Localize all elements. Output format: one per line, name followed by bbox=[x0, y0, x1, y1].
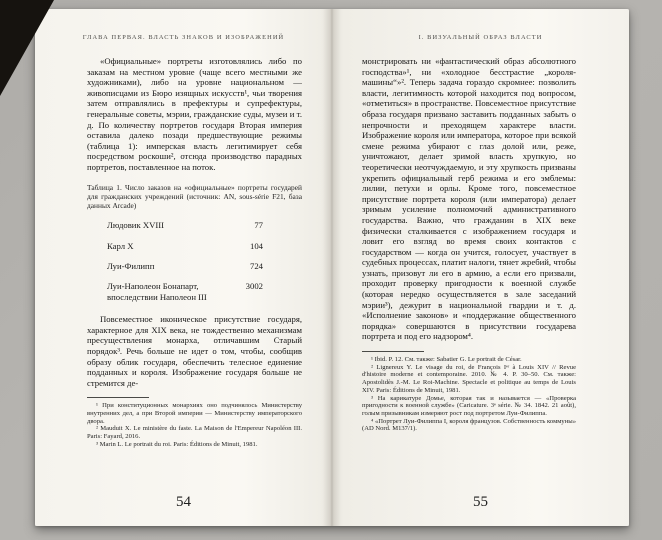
table-row-value: 724 bbox=[249, 260, 263, 271]
footnote: ¹ Ibid. P. 12. См. также: Sabatier G. Le portrait de César. bbox=[371, 356, 522, 364]
paragraph: монстрировать ни «фантастический образ абсолютного господства»¹, ни «холодное бесстрастие „короля-машины“»². Теперь задача гораздо скромнее: позволить власти, легитимность которой находится под вопросом, «отметиться» в пространстве. Повсеместное присутствие образа государя призвано заставить подданных забыть о непрочности и преходящем характере власти. Изображение короля или императора, которое при всякой смене режима убирают с глаз долой или, реже, уничтожают, делает зримой власть хрупкую, но теоретически неотчуждаемую, и эту хрупкость призваны укрепить официальный герб режима и его эмблемы: лилии, петухи и орлы. Кроме того, повсеместное присутствие портрета короля (или императора) делает зримым усиление полномочий административного государства. Важно, что гражданин в XIX веке физически сталкивается с изображением государя и ловит его взгляд во время своих контактов с государством — когда он учится, голосует, участвует в судебных процессах, платит налоги, тянет жребий, чтобы узнать, призовут ли его в армию, а если его призвали, проходит проверку пригодности к военной службе (которая нередко осуществляется в зале заседаний мэрии³), дежурит в национальной гвардии и т. д. «Исполнение законов» и «поддержание общественного порядка» совершаются в присутствии государева портрета и под его надзором⁴. bbox=[362, 56, 576, 342]
table-row bbox=[107, 281, 302, 302]
table-row bbox=[107, 241, 302, 251]
book-spread bbox=[35, 9, 629, 526]
footnote: ⁴ «Портрет Луи-Филиппа I, короля французов. Собственность коммуны» (AD Nord. M137/1). bbox=[362, 417, 576, 433]
footnote: ² Mauduit X. Le ministère du faste. La Maison de l'Empereur Napoléon III. Paris: Fayard, 2016. bbox=[87, 425, 302, 441]
running-head-left: ГЛАВА ПЕРВАЯ. ВЛАСТЬ ЗНАКОВ И ИЗОБРАЖЕНИЙ bbox=[82, 34, 285, 41]
table-row-label: Луи-Наполеон Бонапарт, впоследствии Наполеон III bbox=[107, 281, 207, 302]
footnote-rule bbox=[362, 351, 424, 352]
table-caption: Таблица 1. Число заказов на «официальные» портреты государей для гражданских учреждений (источник: AN, sous-série F21, база данных Arcade) bbox=[87, 182, 302, 210]
footnote: ³ Marin L. Le portrait du roi. Paris: Éditions de Minuit, 1981. bbox=[96, 440, 258, 448]
table-row bbox=[107, 261, 302, 271]
table-row-value: 77 bbox=[254, 220, 263, 231]
footnote: ³ На карикатуре Домье, которая так и называется — «Проверка пригодности к военной службе» (Caricature. 3ᵉ série. № 34. 1842. 21 août), голым призывникам измеряют рост под портретом Луи-Филиппа. bbox=[362, 394, 576, 417]
orders-table bbox=[87, 220, 302, 302]
left-text-column bbox=[87, 56, 302, 449]
paragraph: Повсеместное иконическое присутствие государя, характерное для XIX века, не тождественно механизмам пресуществления монарха, отличавшим Старый порядок³. Речь больше не идет о том, чтобы, сообщив образу облик государя, обеспечить телесное единение подданных и короля. Изображение государя больше не стремится де- bbox=[87, 314, 302, 388]
left-page bbox=[35, 9, 332, 526]
paragraph: «Официальные» портреты изготовлялись либо по заказам на местном уровне (чаще всего местными же художниками), либо на уровне национальном — живописцами из Бюро изящных искусств¹, чьи творения затем отправлялись в префектуры и супрефектуры, генеральные советы, мэрии, гражданские суды, музеи и т. д. По количеству портретов государя Вторая империя оставила далеко позади предшествующие режимы (таблица 1): имперская власть легитимирует себя посредством роскоши², отсюда производство парадных портретов, поставленное на поток. bbox=[87, 56, 302, 172]
footnote: ² Lignereux Y. Le visage du roi, de François Iᵉʳ à Louis XIV // Revue d'histoire moderne et contemporaine. 2010. № 4. P. 30–50. См. также: Apostolidès J.-M. Le Roi-Machine. Spectacle et politique au temps de Louis XIV. Paris: Éditions de Minuit, 1981. bbox=[362, 363, 576, 394]
right-page bbox=[332, 9, 629, 526]
footnote: ¹ При конституционных монархиях оно подчинялось Министерству внутренних дел, а при Второй империи — Министерству императорского двора. bbox=[87, 402, 302, 425]
page-number-right: 55 bbox=[473, 494, 488, 510]
right-text-column bbox=[362, 56, 576, 433]
running-head-right: I. ВИЗУАЛЬНЫЙ ОБРАЗ ВЛАСТИ bbox=[418, 34, 543, 41]
table-row-value: 3002 bbox=[245, 281, 263, 292]
table-row-label: Луи-Филипп bbox=[107, 260, 155, 271]
table-row-label: Людовик XVIII bbox=[107, 220, 165, 231]
page-number-left: 54 bbox=[176, 494, 191, 510]
table-row-value: 104 bbox=[249, 240, 263, 251]
table-row bbox=[107, 220, 302, 230]
footnote-rule bbox=[87, 397, 149, 398]
table-row-label: Карл X bbox=[107, 240, 134, 251]
